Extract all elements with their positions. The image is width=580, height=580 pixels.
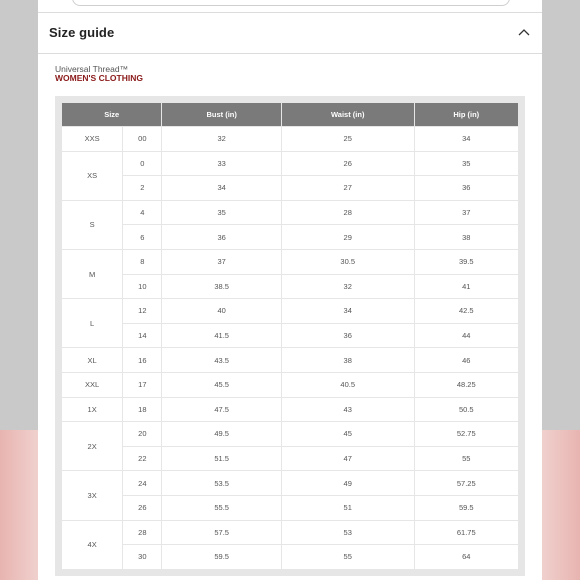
- hip-cell: 61.75: [415, 521, 519, 545]
- search-field-edge[interactable]: [72, 0, 510, 6]
- waist-cell: 32: [282, 275, 414, 299]
- hip-cell: 55: [415, 447, 519, 471]
- size-number-cell: 22: [123, 447, 161, 471]
- table-row: [62, 422, 518, 446]
- waist-cell: 26: [282, 152, 414, 176]
- bust-cell: 36: [162, 225, 281, 249]
- size-number-cell: 16: [123, 348, 161, 372]
- waist-cell: 25: [282, 127, 414, 151]
- size-number-cell: 26: [123, 496, 161, 520]
- bust-cell: 40: [162, 299, 281, 323]
- table-row: [62, 275, 518, 299]
- waist-cell: 49: [282, 471, 414, 495]
- hip-cell: 36: [415, 176, 519, 200]
- table-row: [62, 496, 518, 520]
- waist-cell: 47: [282, 447, 414, 471]
- bust-cell: 45.5: [162, 373, 281, 397]
- waist-cell: 30.5: [282, 250, 414, 274]
- hip-cell: 44: [415, 324, 519, 348]
- size-number-cell: 30: [123, 545, 161, 569]
- size-label-cell: M: [62, 250, 122, 298]
- size-label-cell: 3X: [62, 471, 122, 519]
- table-row: [62, 398, 518, 422]
- table-row: [62, 521, 518, 545]
- table-row: [62, 471, 518, 495]
- size-number-cell: 0: [123, 152, 161, 176]
- bust-cell: 41.5: [162, 324, 281, 348]
- waist-cell: 55: [282, 545, 414, 569]
- bust-cell: 55.5: [162, 496, 281, 520]
- bust-cell: 49.5: [162, 422, 281, 446]
- bust-cell: 37: [162, 250, 281, 274]
- size-number-cell: 18: [123, 398, 161, 422]
- waist-cell: 40.5: [282, 373, 414, 397]
- bust-cell: 51.5: [162, 447, 281, 471]
- waist-cell: 51: [282, 496, 414, 520]
- divider: [38, 53, 542, 54]
- bust-cell: 59.5: [162, 545, 281, 569]
- hip-cell: 41: [415, 275, 519, 299]
- waist-cell: 34: [282, 299, 414, 323]
- bust-cell: 53.5: [162, 471, 281, 495]
- hip-cell: 39.5: [415, 250, 519, 274]
- hip-cell: 64: [415, 545, 519, 569]
- hip-cell: 57.25: [415, 471, 519, 495]
- size-number-cell: 10: [123, 275, 161, 299]
- size-label-cell: S: [62, 201, 122, 249]
- hip-cell: 34: [415, 127, 519, 151]
- table-row: [62, 250, 518, 274]
- bust-cell: 33: [162, 152, 281, 176]
- category-title: WOMEN'S CLOTHING: [55, 73, 143, 83]
- size-label-cell: L: [62, 299, 122, 347]
- size-number-cell: 20: [123, 422, 161, 446]
- size-number-cell: 4: [123, 201, 161, 225]
- bust-cell: 47.5: [162, 398, 281, 422]
- table-row: [62, 348, 518, 372]
- bust-cell: 34: [162, 176, 281, 200]
- table-row: [62, 127, 518, 151]
- size-number-cell: 14: [123, 324, 161, 348]
- size-table-container: [55, 96, 525, 576]
- waist-cell: 38: [282, 348, 414, 372]
- size-guide-panel: [38, 0, 542, 580]
- hip-cell: 37: [415, 201, 519, 225]
- table-header-row: [62, 103, 518, 126]
- bust-cell: 35: [162, 201, 281, 225]
- size-label-cell: 1X: [62, 398, 122, 422]
- waist-cell: 28: [282, 201, 414, 225]
- header-hip: Hip (in): [415, 103, 519, 126]
- bust-cell: 43.5: [162, 348, 281, 372]
- size-number-cell: 12: [123, 299, 161, 323]
- hip-cell: 52.75: [415, 422, 519, 446]
- size-label-cell: XL: [62, 348, 122, 372]
- header-size: Size: [62, 103, 161, 126]
- waist-cell: 36: [282, 324, 414, 348]
- accordion-title: Size guide: [49, 25, 115, 40]
- waist-cell: 43: [282, 398, 414, 422]
- hip-cell: 42.5: [415, 299, 519, 323]
- size-number-cell: 24: [123, 471, 161, 495]
- table-row: [62, 201, 518, 225]
- size-label-cell: 2X: [62, 422, 122, 470]
- chevron-up-icon[interactable]: [516, 25, 532, 39]
- size-number-cell: 00: [123, 127, 161, 151]
- table-row: [62, 545, 518, 569]
- header-bust: Bust (in): [162, 103, 281, 126]
- size-guide-accordion-header[interactable]: [38, 13, 542, 53]
- waist-cell: 29: [282, 225, 414, 249]
- hip-cell: 48.25: [415, 373, 519, 397]
- bust-cell: 38.5: [162, 275, 281, 299]
- table-row: [62, 447, 518, 471]
- table-body: [62, 127, 518, 569]
- table-row: [62, 225, 518, 249]
- size-number-cell: 28: [123, 521, 161, 545]
- table-row: [62, 373, 518, 397]
- size-number-cell: 17: [123, 373, 161, 397]
- bust-cell: 57.5: [162, 521, 281, 545]
- table-row: [62, 152, 518, 176]
- hip-cell: 50.5: [415, 398, 519, 422]
- bust-cell: 32: [162, 127, 281, 151]
- hip-cell: 38: [415, 225, 519, 249]
- waist-cell: 45: [282, 422, 414, 446]
- table-row: [62, 176, 518, 200]
- size-label-cell: XXS: [62, 127, 122, 151]
- size-label-cell: 4X: [62, 521, 122, 569]
- size-number-cell: 6: [123, 225, 161, 249]
- hip-cell: 59.5: [415, 496, 519, 520]
- size-table: [61, 102, 519, 570]
- hip-cell: 46: [415, 348, 519, 372]
- hip-cell: 35: [415, 152, 519, 176]
- brand-name: Universal Thread™: [55, 64, 129, 74]
- header-waist: Waist (in): [282, 103, 414, 126]
- waist-cell: 27: [282, 176, 414, 200]
- size-label-cell: XXL: [62, 373, 122, 397]
- size-number-cell: 2: [123, 176, 161, 200]
- waist-cell: 53: [282, 521, 414, 545]
- size-number-cell: 8: [123, 250, 161, 274]
- size-label-cell: XS: [62, 152, 122, 200]
- table-row: [62, 324, 518, 348]
- table-row: [62, 299, 518, 323]
